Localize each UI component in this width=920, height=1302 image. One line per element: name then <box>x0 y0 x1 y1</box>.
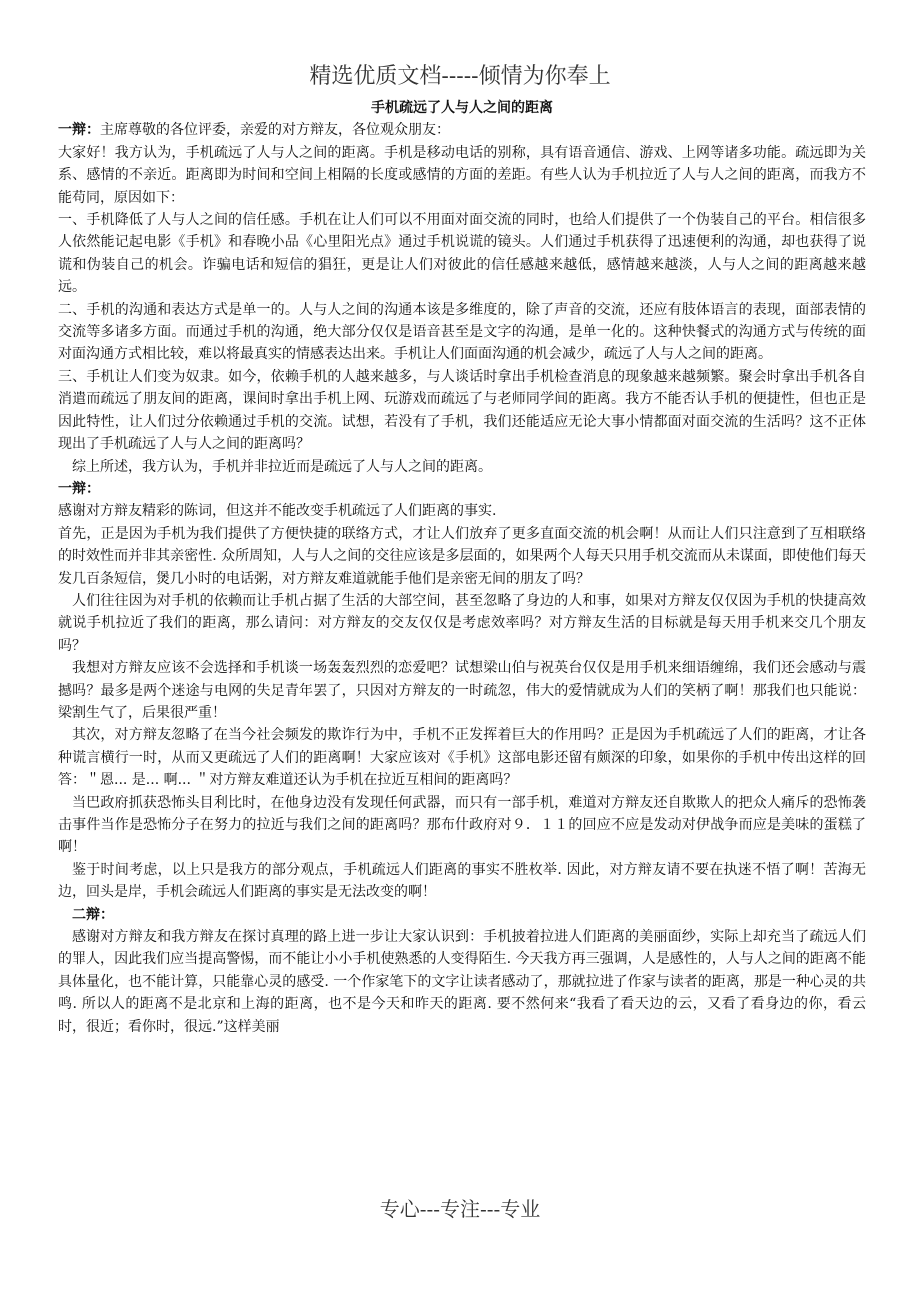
paragraph: 我想对方辩友应该不会选择和手机谈一场轰轰烈烈的恋爱吧？试想梁山伯与祝英台仅仅是用手机来细语缠绵，我们还会感动与震撼吗？最多是两个迷途与电网的失足青年罢了，只因对方辩友的一时疏忽，伟大的爱情就成为人们的笑柄了啊！那我们也只能说：梁割生气了，后果很严重！ <box>58 660 866 721</box>
paragraph: 一、手机降低了人与人之间的信任感。手机在让人们可以不用面对面交流的同时，也给人们提供了一个伪装自己的平台。相信很多人依然能记起电影《手机》和春晚小品《心里阳光点》通过手机说谎的镜头。人们通过手机获得了迅速便利的沟通，却也获得了说谎和伪装自己的机会。诈骗电话和短信的猖狂，更是让人们对彼此的信任感越来越低，感情越来越淡，人与人之间的距离越来越远。 <box>58 212 866 296</box>
opening-text: 主席尊敬的各位评委，亲爱的对方辩友，各位观众朋友： <box>100 122 450 139</box>
paragraph: 人们往往因为对手机的依赖而让手机占据了生活的大部空间，甚至忽略了身边的人和事，如果对方辩友仅仅因为手机的快捷高效就说手机拉近了我们的距离，那么请问：对方辩友的交友仅仅是考虑效率吗？对方辩友生活的目标就是每天用手机来交几个朋友吗？ <box>58 592 866 654</box>
paragraph: 感谢对方辩友精彩的陈词，但这并不能改变手机疏远了人们距离的事实. <box>58 503 497 520</box>
paragraph: 其次，对方辩友忽略了在当今社会频发的欺诈行为中，手机不正发挥着巨大的作用吗？正是因为手机疏远了人们的距离，才让各种谎言横行一时，从而又更疏远了人们的距离啊！大家应该对《手机》这部电影还留有颇深的印象，如果你的手机中传出这样的回答：＂恩... 是... 啊... ＂对方辩友难道还认为手机在拉近互相间的距离吗？ <box>58 727 866 789</box>
paragraph: 当巴政府抓获恐怖头目利比时，在他身边没有发现任何武器，而只有一部手机，难道对方辩友还自欺欺人的把众人痛斥的恐怖袭击事件当作是恐怖分子在努力的拉近与我们之间的距离吗？那布什政府对９．１１的回应不应是发动对伊战争而应是美味的蛋糕了啊！ <box>58 794 866 856</box>
paragraph: 大家好！我方认为，手机疏远了人与人之间的距离。手机是移动电话的别称，具有语音通信、游戏、上网等诸多功能。疏远即为关系、感情的不亲近。距离即为时间和空间上相隔的长度或感情的方面的差距。有些人认为手机拉近了人与人之间的距离，而我方不能苟同，原因如下： <box>58 144 866 206</box>
paragraph: 首先，正是因为手机为我们提供了方便快捷的联络方式，才让人们放弃了更多直面交流的机会啊！从而让人们只注意到了互相联络的时效性而并非其亲密性. 众所周知，人与人之间的交往应该是多层面的，如果两个人每天只用手机交流而从未谋面，即使他们每天发几百条短信，煲几小时的电话粥，对方辩友难道就能手他们是亲密无间的朋友了吗？ <box>58 525 866 587</box>
paragraph: 二、手机的沟通和表达方式是单一的。人与人之间的沟通本该是多维度的，除了声音的交流，还应有肢体语言的表现，面部表情的交流等多诸多方面。而通过手机的沟通，绝大部分仅仅是语音甚至是文字的沟通，是单一化的。这种快餐式的沟通方式与传统的面对面沟通方式相比较，难以将最真实的情感表达出来。手机让人们面面沟通的机会减少，疏远了人与人之间的距离。 <box>58 301 866 363</box>
speaker-label: 一辩： <box>58 480 100 497</box>
speaker-label: 一辩： <box>58 122 100 139</box>
page-header: 精选优质文档-----倾情为你奉上 <box>309 64 611 89</box>
paragraph: 三、手机让人们变为奴隶。如今，依赖手机的人越来越多，与人谈话时拿出手机检查消息的现象越来越频繁。聚会时拿出手机各自消遣而疏远了朋友间的距离，课间时拿出手机上网、玩游戏而疏远了与老师同学间的距离。我方不能否认手机的便捷性，但也正是因此特性，让人们过分依赖通过手机的交流。试想，若没有了手机，我们还能适应无论大事小情都面对面交流的生活吗？这不正体现出了手机疏远了人与人之间的距离吗？ <box>58 368 866 453</box>
document-body <box>58 97 866 1038</box>
paragraph: 感谢对方辩友和我方辩友在探讨真理的路上进一步让大家认识到：手机披着拉进人们距离的美丽面纱，实际上却充当了疏远人们的罪人，因此我们应当提高警惕，而不能让小小手机使熟悉的人变得陌生. 今天我方再三强调，人是感性的，人与人之间的距离不能具体量化，也不能计算，只能靠心灵的感受. 一个作家笔下的文字让读者感动了，那就拉进了作家与读者的距离，那是一种心灵的共鸣. 所以人的距离不是北京和上海的距离，也不是今天和昨天的距离. 要不然何来“我看了看天边的云，又看了看身边的你，看云时，很近；看你时，很远.”这样美丽 <box>58 929 866 1035</box>
speaker-opening <box>58 119 866 141</box>
paragraph: 鉴于时间考虑，以上只是我方的部分观点，手机疏远人们距离的事实不胜枚举. 因此，对方辩友请不要在执迷不悟了啊！苦海无边，回头是岸，手机会疏远人们距离的事实是无法改变的啊！ <box>58 861 866 901</box>
document-title: 手机疏远了人与人之间的距离 <box>371 100 553 116</box>
page-footer: 专心---专注---专业 <box>379 1197 541 1221</box>
paragraph: 综上所述，我方认为，手机并非拉近而是疏远了人与人之间的距离。 <box>72 458 492 475</box>
speaker-label: 二辩： <box>72 906 114 923</box>
